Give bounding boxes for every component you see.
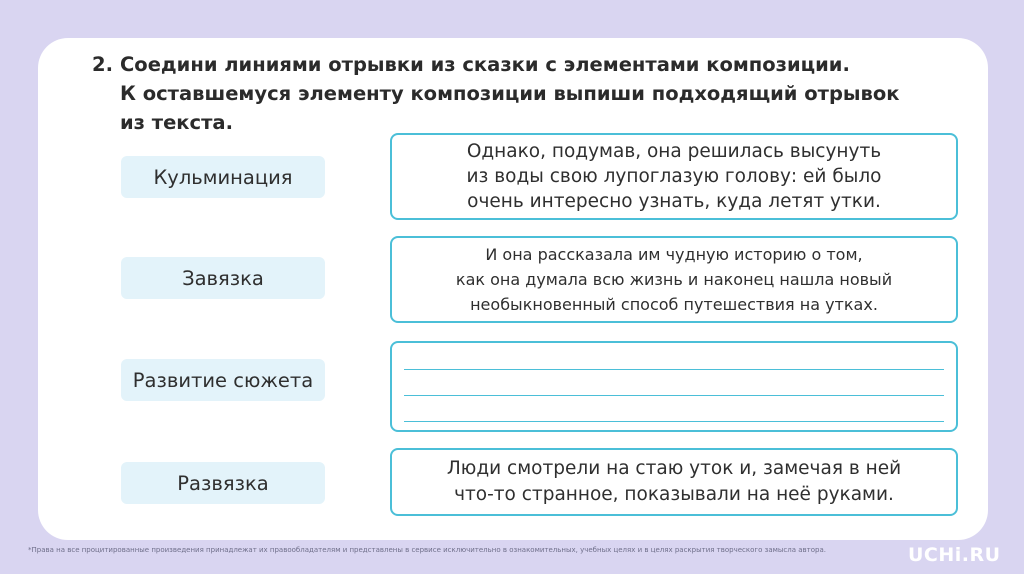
excerpt-line: необыкновенный способ путешествия на утках. [470, 295, 878, 314]
element-label-rising-action[interactable]: Развитие сюжета [121, 359, 325, 401]
task-number: 2. [92, 53, 113, 76]
answer-writing-box[interactable] [390, 341, 958, 432]
excerpt-line: Однако, подумав, она решилась высунуть [466, 141, 882, 162]
element-label-culmination[interactable]: Кульминация [121, 156, 325, 198]
task-line: К оставшемуся элементу композиции выпиши подходящий отрывок [120, 82, 900, 105]
writing-line[interactable] [404, 369, 944, 370]
writing-line[interactable] [404, 421, 944, 422]
task-line: из текста. [120, 111, 233, 134]
task-instruction [92, 50, 952, 137]
task-line: Соедини линиями отрывки из сказки с элементами композиции. [120, 53, 850, 76]
writing-line[interactable] [404, 395, 944, 396]
excerpt-box[interactable] [390, 448, 958, 516]
excerpt-box[interactable] [390, 236, 958, 323]
uchi-logo: UCHi.RU [908, 544, 1001, 566]
excerpt-line: как она думала всю жизнь и наконец нашла новый [455, 270, 893, 289]
excerpt-box[interactable] [390, 133, 958, 220]
copyright-footnote: *Права на все процитированные произведения принадлежат их правообладателям и представлены в сервисе исключительно в ознакомительных, учебных целях и в целях раскрытия творческого замысла автора. [28, 546, 826, 554]
element-label-exposition[interactable]: Завязка [121, 257, 325, 299]
excerpt-line: И она рассказала им чудную историю о том, [485, 245, 863, 264]
excerpt-line: очень интересно узнать, куда летят утки. [467, 191, 881, 212]
excerpt-line: из воды свою лупоглазую голову: ей было [466, 166, 882, 187]
excerpt-line: Люди смотрели на стаю уток и, замечая в ней [446, 458, 902, 479]
excerpt-line: что-то странное, показывали на неё руками. [454, 484, 894, 505]
element-label-resolution[interactable]: Развязка [121, 462, 325, 504]
